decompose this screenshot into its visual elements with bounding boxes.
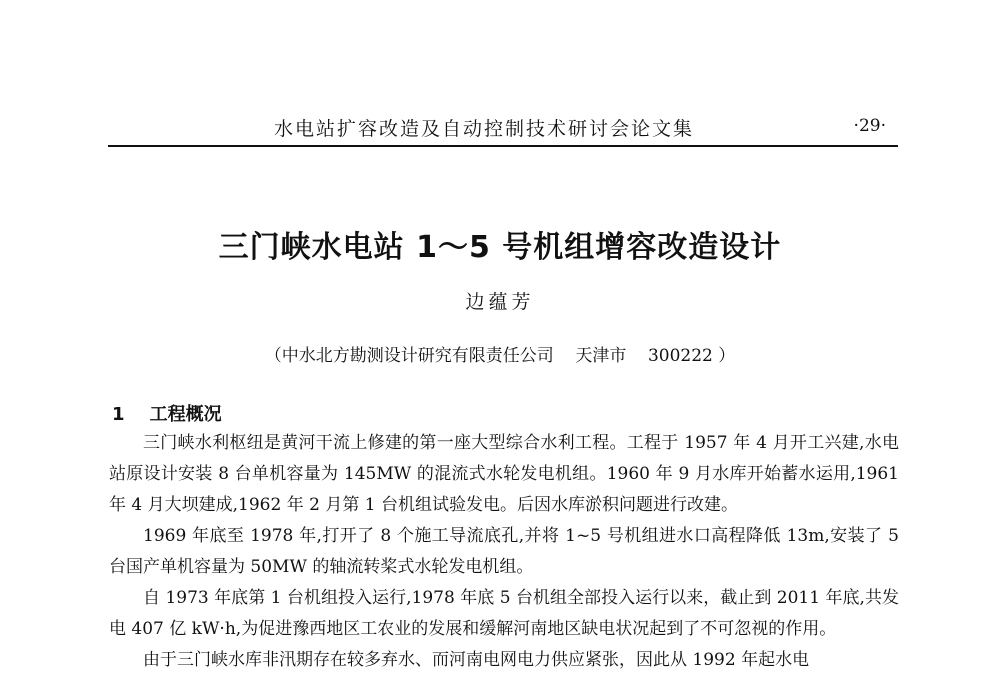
- running-header: [108, 112, 898, 142]
- paper-title: 三门峡水电站 1～5 号机组增容改造设计: [218, 230, 782, 265]
- section-body: [109, 428, 899, 676]
- header-rule: [108, 145, 898, 147]
- body-paragraph: 由于三门峡水库非汛期存在较多弃水、而河南电网电力供应紧张，因此从 1992 年起水电: [143, 650, 810, 670]
- section-heading: 1 工程概况: [112, 404, 222, 425]
- proceedings-title: 水电站扩容改造及自动控制技术研讨会论文集: [274, 118, 695, 140]
- body-paragraph: 1969 年底至 1978 年,打开了 8 个施工导流底孔,并将 1~5 号机组进水口高程降低 13m,安装了 5 台国产单机容量为 50MW 的轴流转桨式水轮发电机组。: [109, 526, 899, 577]
- author-affiliation: （中水北方勘测设计研究有限责任公司 天津市 300222 ）: [264, 346, 736, 366]
- page-number: ·29·: [853, 116, 886, 136]
- author-name: 边蕴芳: [465, 291, 535, 313]
- body-paragraph: 自 1973 年底第 1 台机组投入运行,1978 年底 5 台机组全部投入运行以来，截止到 2011 年底,共发电 407 亿 kW·h,为促进豫西地区工农业的发展和缓解河南地区缺电状况起到了不可忽视的作用。: [109, 588, 899, 639]
- body-paragraph: 三门峡水利枢纽是黄河干流上修建的第一座大型综合水利工程。工程于 1957 年 4 月开工兴建,水电站原设计安装 8 台单机容量为 145MW 的混流式水轮发电机组。1960 年 9 月水库开始蓄水运用,1961 年 4 月大坝建成,1962 年 2 月第 1 台机组试验发电。后因水库淤积问题进行改建。: [109, 433, 899, 515]
